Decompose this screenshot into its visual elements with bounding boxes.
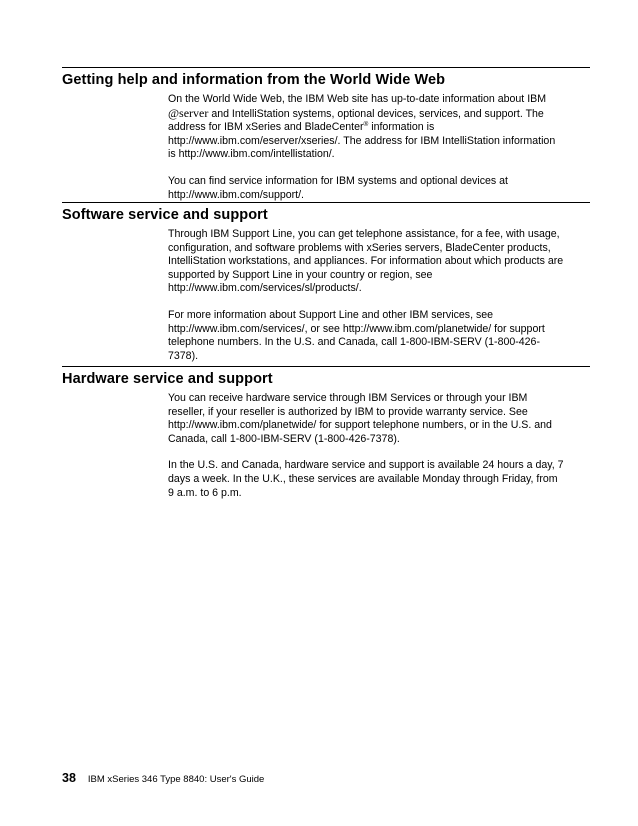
paragraph: In the U.S. and Canada, hardware service and support is available 24 hours a day, 7 days a week. In the U.K., these services are available Monday through Friday, from 9 a.m. to 6 p.m. <box>168 459 564 499</box>
document-title: IBM xSeries 346 Type 8840: User's Guide <box>87 774 265 785</box>
paragraph: Through IBM Support Line, you can get telephone assistance, for a fee, with usage, configuration, and software problems with xSeries servers, BladeCenter products, IntelliStation workstations, and appliances. For information about which products are supported by Support Line in your country or region, see http://www.ibm.com/services/sl/products/. <box>168 228 564 295</box>
section-heading: Hardware service and support <box>62 371 273 387</box>
eserver-logo-text: @server <box>168 105 209 120</box>
section-hardware-support <box>62 366 590 388</box>
section-heading: Software service and support <box>62 207 268 223</box>
page-footer <box>62 771 264 787</box>
section-hardware-support-body <box>168 392 564 500</box>
section-software-support <box>62 202 590 224</box>
paragraph: On the World Wide Web, the IBM Web site has up-to-date information about IBM @server and IntelliStation systems, optional devices, services, and support. The address for IBM xSeries and BladeCenter® information is http://www.ibm.com/eserver/xseries/. The address for IBM IntelliStation information is http://www.ibm.com/intellistation/. <box>168 93 556 161</box>
registered-mark: ® <box>363 121 369 129</box>
page-number: 38 <box>62 771 76 785</box>
section-software-support-body <box>168 228 564 363</box>
section-heading: Getting help and information from the World Wide Web <box>62 72 446 88</box>
paragraph: You can find service information for IBM systems and optional devices at http://www.ibm.com/support/. <box>168 174 508 201</box>
paragraph: For more information about Support Line and other IBM services, see http://www.ibm.com/services/, or see http://www.ibm.com/planetwide/ for support telephone numbers. In the U.S. and Canada, call 1-800-IBM-SERV (1-800-426-7378). <box>168 308 545 362</box>
paragraph: You can receive hardware service through IBM Services or through your IBM reseller, if your reseller is authorized by IBM to provide warranty service. See http://www.ibm.com/planetwide/ for support telephone numbers, or in the U.S. and Canada, call 1-800-IBM-SERV (1-800-426-7378). <box>168 392 552 445</box>
section-web-help <box>62 67 590 89</box>
section-web-help-body <box>168 93 564 202</box>
